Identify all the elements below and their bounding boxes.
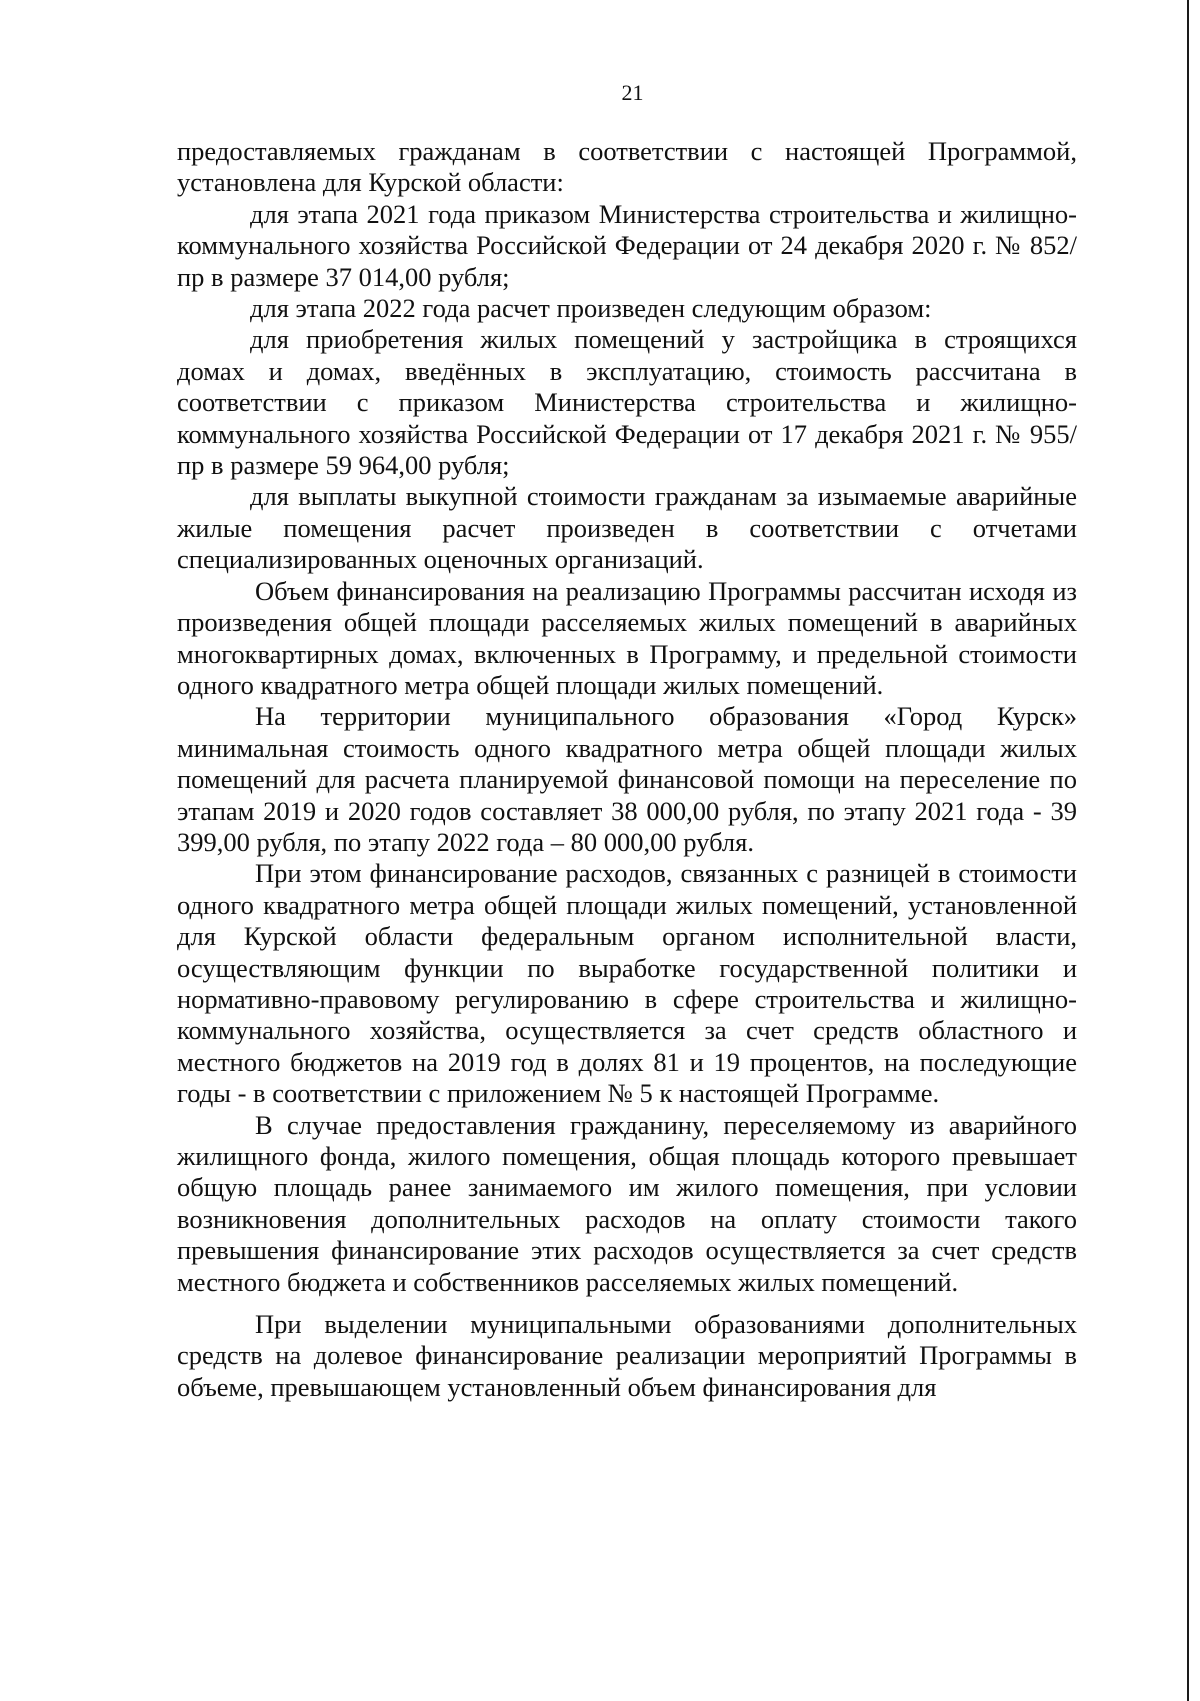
paragraph-financing-volume: Объем финансирования на реализацию Программы рассчитан исходя из произведения общей площади расселяемых жилых помещений в аварийных многоквартирных домах, включенных в Программу, и предельной стоимости одного квадратного метра общей площади жилых помещений. <box>177 575 1077 700</box>
paragraph-developer-purchase: для приобретения жилых помещений у застройщика в строящихся домах и домах, введённых в эксплуатацию, стоимость рассчитана в соответствии с приказом Министерства строительства и жилищно-коммунального хозяйства Российской Федерации от 17 декабря 2021 г. № 955/пр в размере 59 964,00 рубля; <box>177 324 1077 481</box>
paragraph-stage-2021: для этапа 2021 года приказом Министерства строительства и жилищно-коммунального хозяйства Российской Федерации от 24 декабря 2020 г. № 852/пр в размере 37 014,00 рубля; <box>177 198 1077 292</box>
scan-edge-line <box>1187 0 1189 1701</box>
paragraph-additional-funds: При выделении муниципальными образованиями дополнительных средств на долевое финансирование реализации мероприятий Программы в объеме, превышающем установленный объем финансирования для <box>177 1309 1077 1402</box>
paragraph-continuation: предоставляемых гражданам в соответствии с настоящей Программой, установлена для Курской области: <box>177 136 1077 198</box>
page-number: 21 <box>621 80 644 105</box>
body-text <box>177 136 1077 1403</box>
paragraph-larger-dwelling: В случае предоставления гражданину, переселяемому из аварийного жилищного фонда, жилого помещения, общая площадь которого превышает общую площадь ранее занимаемого им жилого помещения, при условии возникновения дополнительных расходов на оплату стоимости такого превышения финансирование этих расходов осуществляется за счет средств местного бюджета и собственников расселяемых жилых помещений. <box>177 1109 1077 1297</box>
paragraph-buyout-payment: для выплаты выкупной стоимости гражданам за изымаемые аварийные жилые помещения расчет произведен в соответствии с отчетами специализированных оценочных организаций. <box>177 481 1077 575</box>
paragraph-kursk-minimum-cost: На территории муниципального образования «Город Курск» минимальная стоимость одного квадратного метра общей площади жилых помещений для расчета планируемой финансовой помощи на переселение по этапам 2019 и 2020 годов составляет 38 000,00 рубля, по этапу 2021 года - 39 399,00 рубля, по этапу 2022 года – 80 000,00 рубля. <box>177 701 1077 857</box>
paragraph-stage-2022: для этапа 2022 года расчет произведен следующим образом: <box>250 293 932 324</box>
paragraph-cost-difference: При этом финансирование расходов, связанных с разницей в стоимости одного квадратного метра общей площади жилых помещений, установленной для Курской области федеральным органом исполнительной власти, осуществляющим функции по выработке государственной политики и нормативно-правовому регулированию в сфере строительства и жилищно-коммунального хозяйства, осуществляется за счет средств областного и местного бюджетов на 2019 год в долях 81 и 19 процентов, на последующие годы - в соответствии с приложением № 5 к настоящей Программе. <box>177 858 1077 1109</box>
